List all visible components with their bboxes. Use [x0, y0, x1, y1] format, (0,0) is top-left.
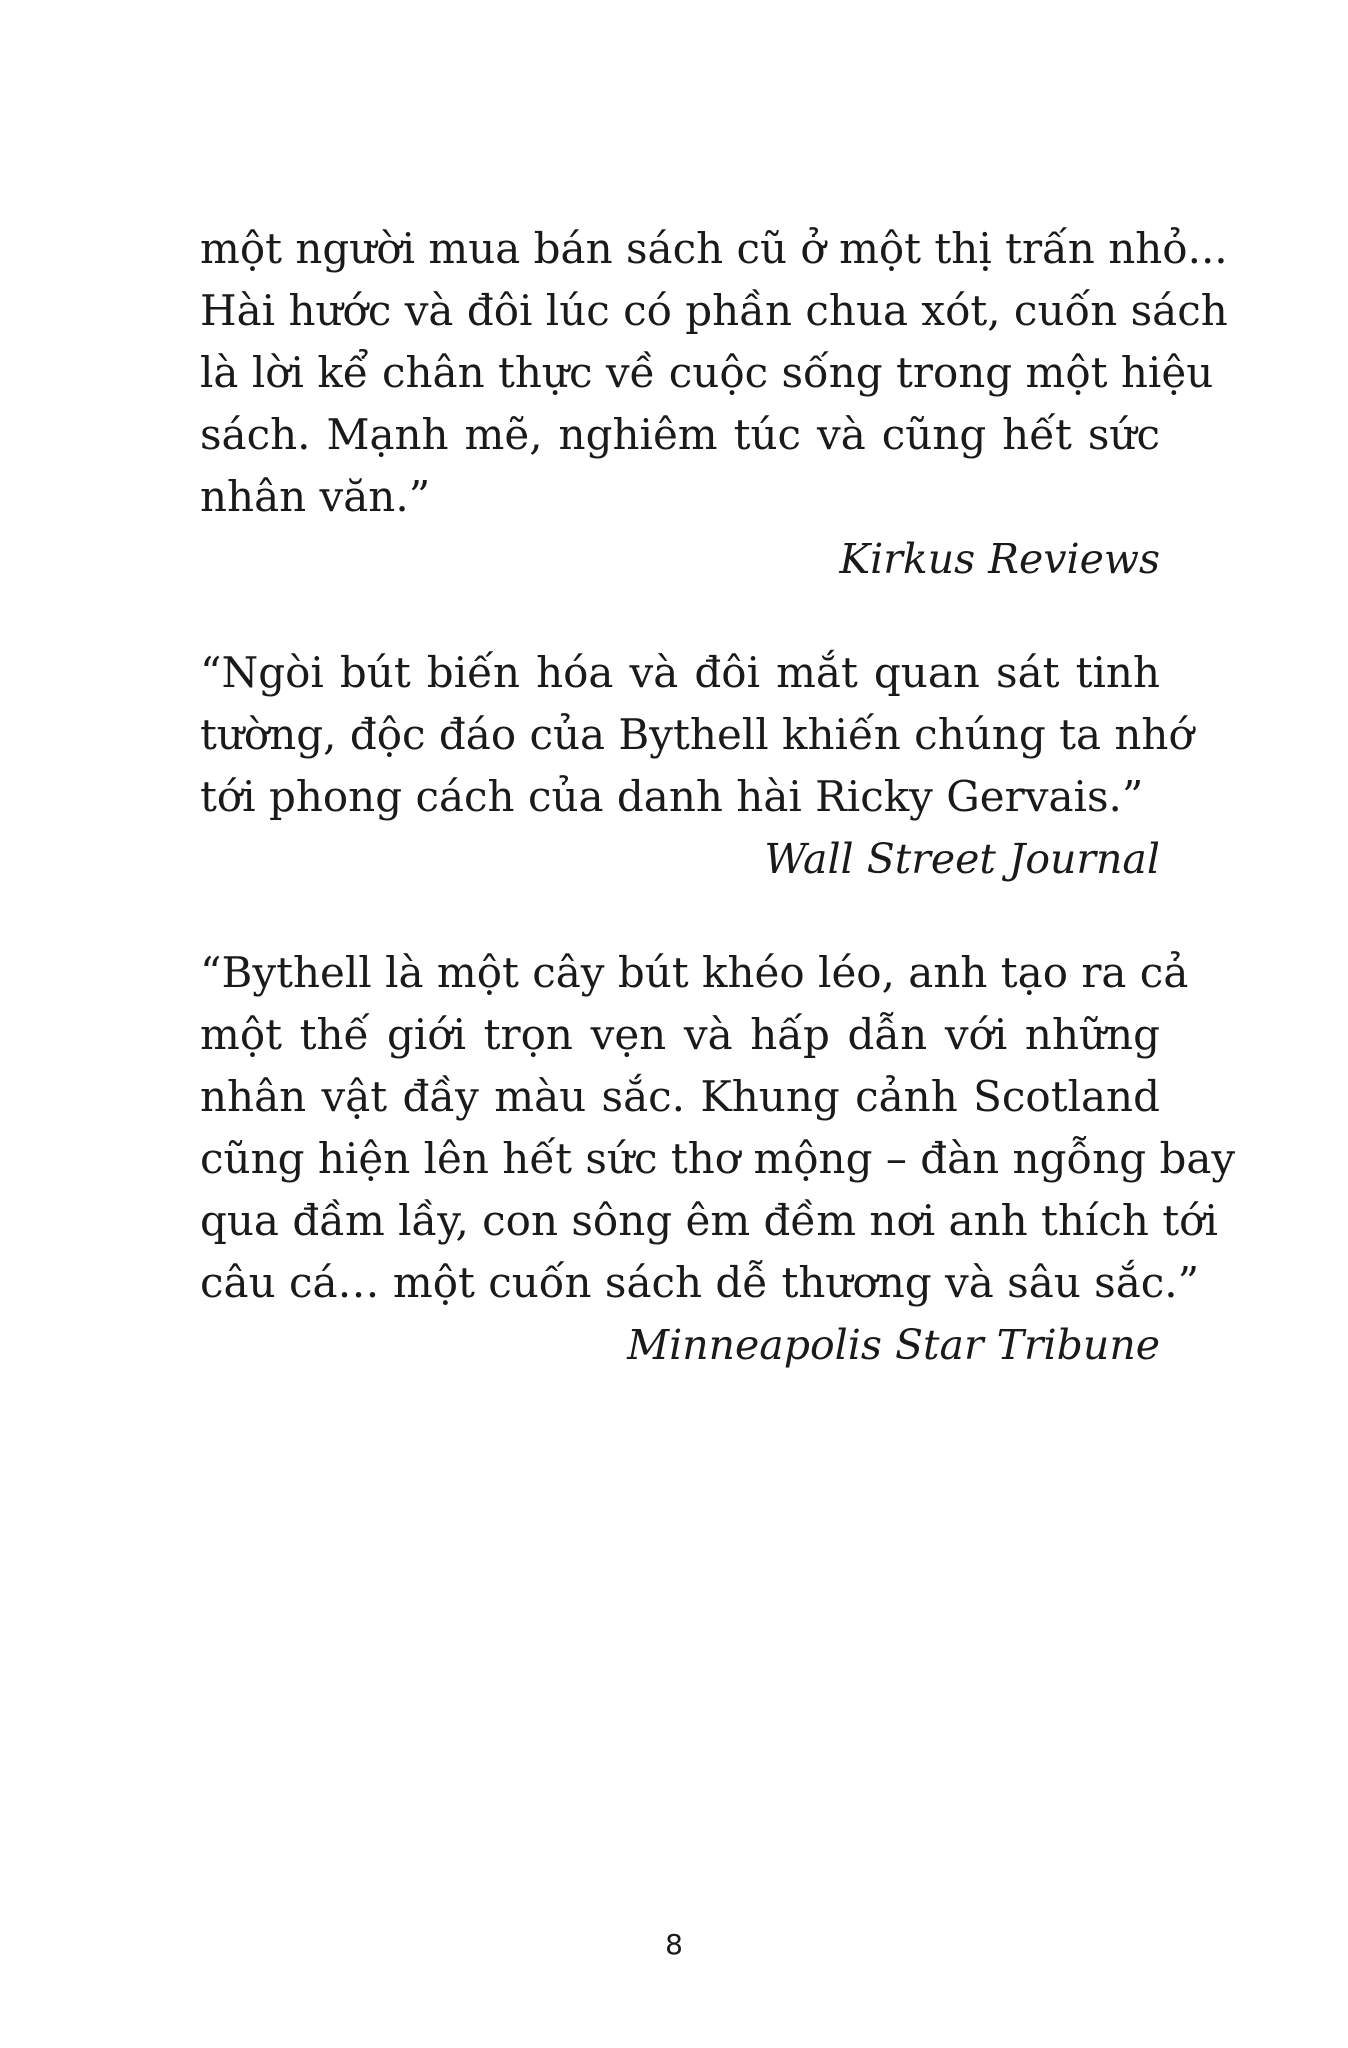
review-kirkus	[200, 218, 1228, 590]
review-line: “Ngòi bút biến hóa và đôi mắt quan sát tinh	[200, 648, 1160, 697]
review-line: “Bythell là một cây bút khéo léo, anh tạo ra cả	[200, 948, 1189, 997]
review-line: nhân vật đầy màu sắc. Khung cảnh Scotland	[200, 1072, 1160, 1121]
review-line: tường, độc đáo của Bythell khiến chúng ta nhớ	[200, 710, 1194, 759]
review-source: Minneapolis Star Tribune	[627, 1321, 1160, 1369]
review-line: nhân văn.”	[200, 472, 431, 521]
review-line: tới phong cách của danh hài Ricky Gervais.”	[200, 772, 1144, 821]
review-line: là lời kể chân thực về cuộc sống trong một hiệu	[200, 348, 1214, 397]
review-minneapolis-star-tribune	[200, 942, 1236, 1376]
page-number: 8	[665, 1928, 683, 1961]
review-line: một thế giới trọn vẹn và hấp dẫn với những	[200, 1010, 1160, 1059]
review-line: Hài hước và đôi lúc có phần chua xót, cuốn sách	[200, 286, 1228, 335]
review-line: một người mua bán sách cũ ở một thị trấn nhỏ...	[200, 224, 1228, 273]
review-source: Wall Street Journal	[764, 835, 1160, 883]
review-line: câu cá… một cuốn sách dễ thương và sâu sắc.”	[200, 1258, 1200, 1307]
review-wall-street-journal	[200, 642, 1194, 890]
review-line: cũng hiện lên hết sức thơ mộng – đàn ngỗng bay	[200, 1134, 1236, 1183]
review-source: Kirkus Reviews	[839, 535, 1160, 583]
review-line: qua đầm lầy, con sông êm đềm nơi anh thích tới	[200, 1196, 1218, 1245]
review-line: sách. Mạnh mẽ, nghiêm túc và cũng hết sức	[200, 410, 1160, 459]
